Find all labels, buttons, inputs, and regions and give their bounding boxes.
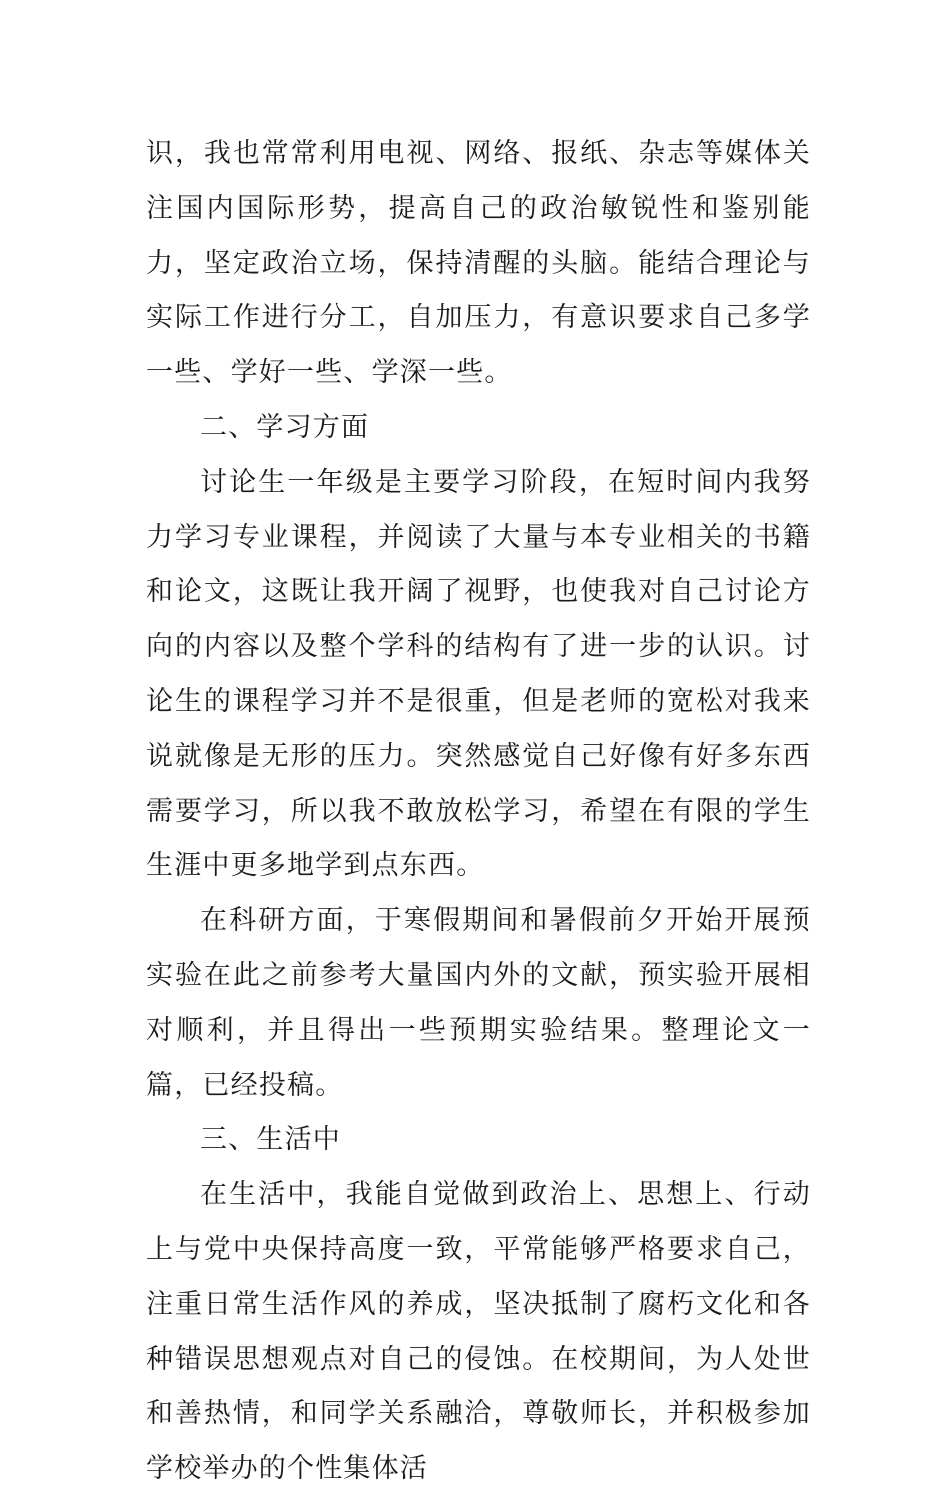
body-text (146, 127, 811, 1497)
paragraph-continuation: 识，我也常常利用电视、网络、报纸、杂志等媒体关注国内国际形势，提高自己的政治敏锐性和鉴别能力，坚定政治立场，保持清醒的头脑。能结合理论与实际工作进行分工，自加压力，有意识要求自己多学一些、学好一些、学深一些。 (146, 138, 811, 389)
paragraph-study: 讨论生一年级是主要学习阶段，在短时间内我努力学习专业课程，并阅读了大量与本专业相关的书籍和论文，这既让我开阔了视野，也使我对自己讨论方向的内容以及整个学科的结构有了进一步的认识。讨论生的课程学习并不是很重，但是老师的宽松对我来说就像是无形的压力。突然感觉自己好像有好多东西需要学习，所以我不敢放松学习，希望在有限的学生生涯中更多地学到点东西。 (146, 466, 811, 882)
section-heading-study: 二、学习方面 (200, 411, 370, 443)
paragraph-life: 在生活中，我能自觉做到政治上、思想上、行动上与党中央保持高度一致，平常能够严格要求自己，注重日常生活作风的养成，坚决抵制了腐朽文化和各种错误思想观点对自己的侵蚀。在校期间，为人处世和善热情，和同学关系融洽，尊敬师长，并积极参加学校举办的个性集体活 (146, 1179, 811, 1485)
section-heading-life: 三、生活中 (200, 1124, 341, 1156)
paragraph-research: 在科研方面，于寒假期间和暑假前夕开始开展预实验在此之前参考大量国内外的文献，预实验开展相对顺利，并且得出一些预期实验结果。整理论文一篇，已经投稿。 (146, 905, 811, 1101)
